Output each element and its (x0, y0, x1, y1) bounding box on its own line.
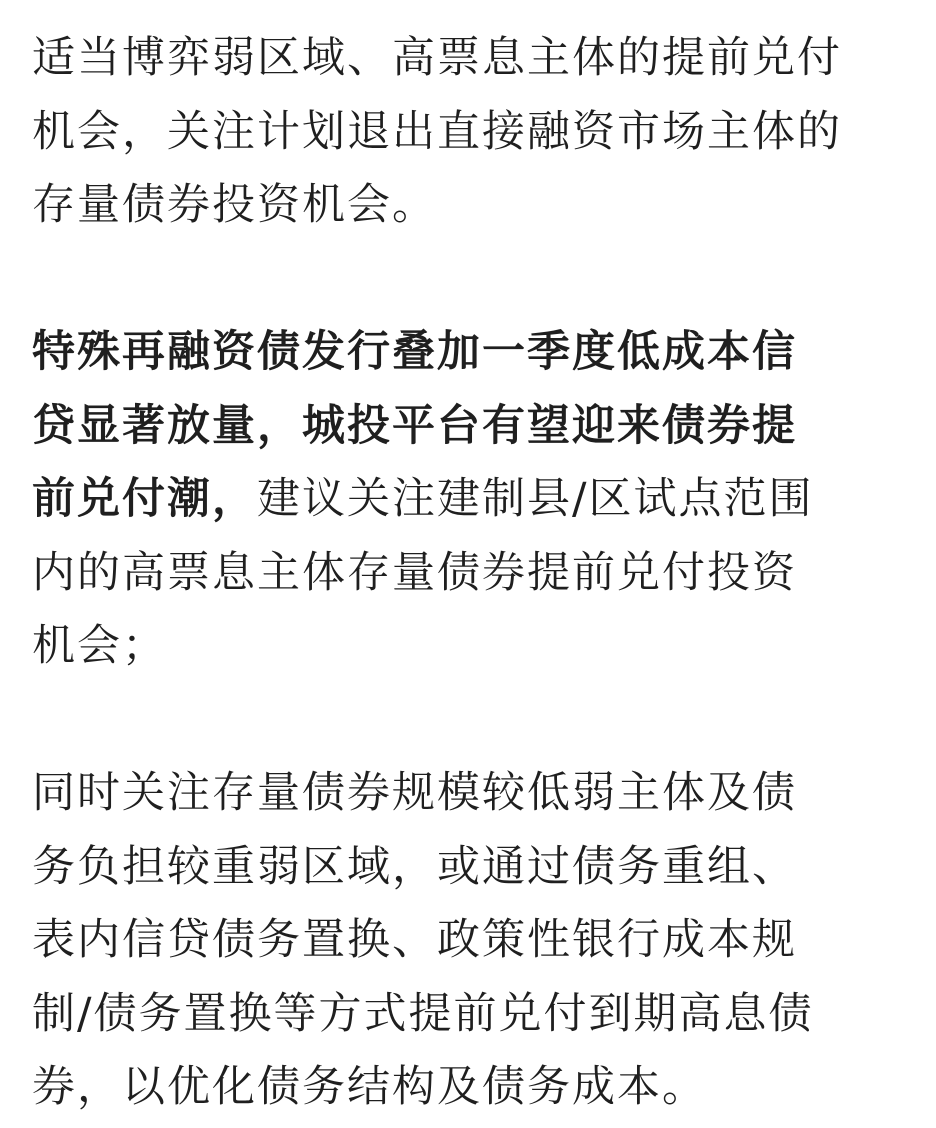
text-segment: 务负担较重弱区域，或通过债务重组、 (32, 841, 797, 892)
text-line (32, 390, 912, 464)
bold-text-segment: 前兑付潮， (32, 474, 257, 524)
text-segment: 建议关注建制县/区试点范围 (257, 474, 814, 524)
text-line (32, 978, 912, 1052)
text-line (32, 537, 912, 611)
text-line (32, 316, 912, 390)
text-segment: 内的高票息主体存量债券提前兑付投资 (32, 547, 797, 598)
text-line (32, 610, 912, 684)
text-segment: 制/债务置换等方式提前兑付到期高息债 (32, 988, 814, 1039)
article-body (32, 22, 912, 1125)
text-segment: 表内信贷债务置换、政策性银行成本规 (32, 915, 797, 965)
bold-text-segment: 贷显著放量，城投平台有望迎来债券提 (32, 400, 797, 451)
text-line (32, 22, 912, 96)
bold-text-segment: 特殊再融资债发行叠加一季度低成本信 (32, 327, 797, 377)
text-segment: 机会，关注计划退出直接融资市场主体的 (32, 106, 842, 157)
text-line (32, 1051, 912, 1125)
paragraph-gap (32, 684, 912, 758)
text-segment: 机会； (32, 621, 167, 671)
text-line (32, 831, 912, 905)
text-segment: 券，以优化债务结构及债务成本。 (32, 1062, 707, 1112)
text-line (32, 757, 912, 831)
paragraph-1 (32, 22, 912, 243)
text-line (32, 463, 912, 537)
text-segment: 适当博弈弱区域、高票息主体的提前兑付 (32, 33, 842, 83)
text-segment: 同时关注存量债券规模较低弱主体及债 (32, 768, 797, 818)
paragraph-3 (32, 757, 912, 1125)
text-line (32, 904, 912, 978)
paragraph-gap (32, 243, 912, 317)
text-segment: 存量债券投资机会。 (32, 180, 437, 230)
paragraph-2 (32, 316, 912, 684)
text-line (32, 169, 912, 243)
text-line (32, 96, 912, 170)
